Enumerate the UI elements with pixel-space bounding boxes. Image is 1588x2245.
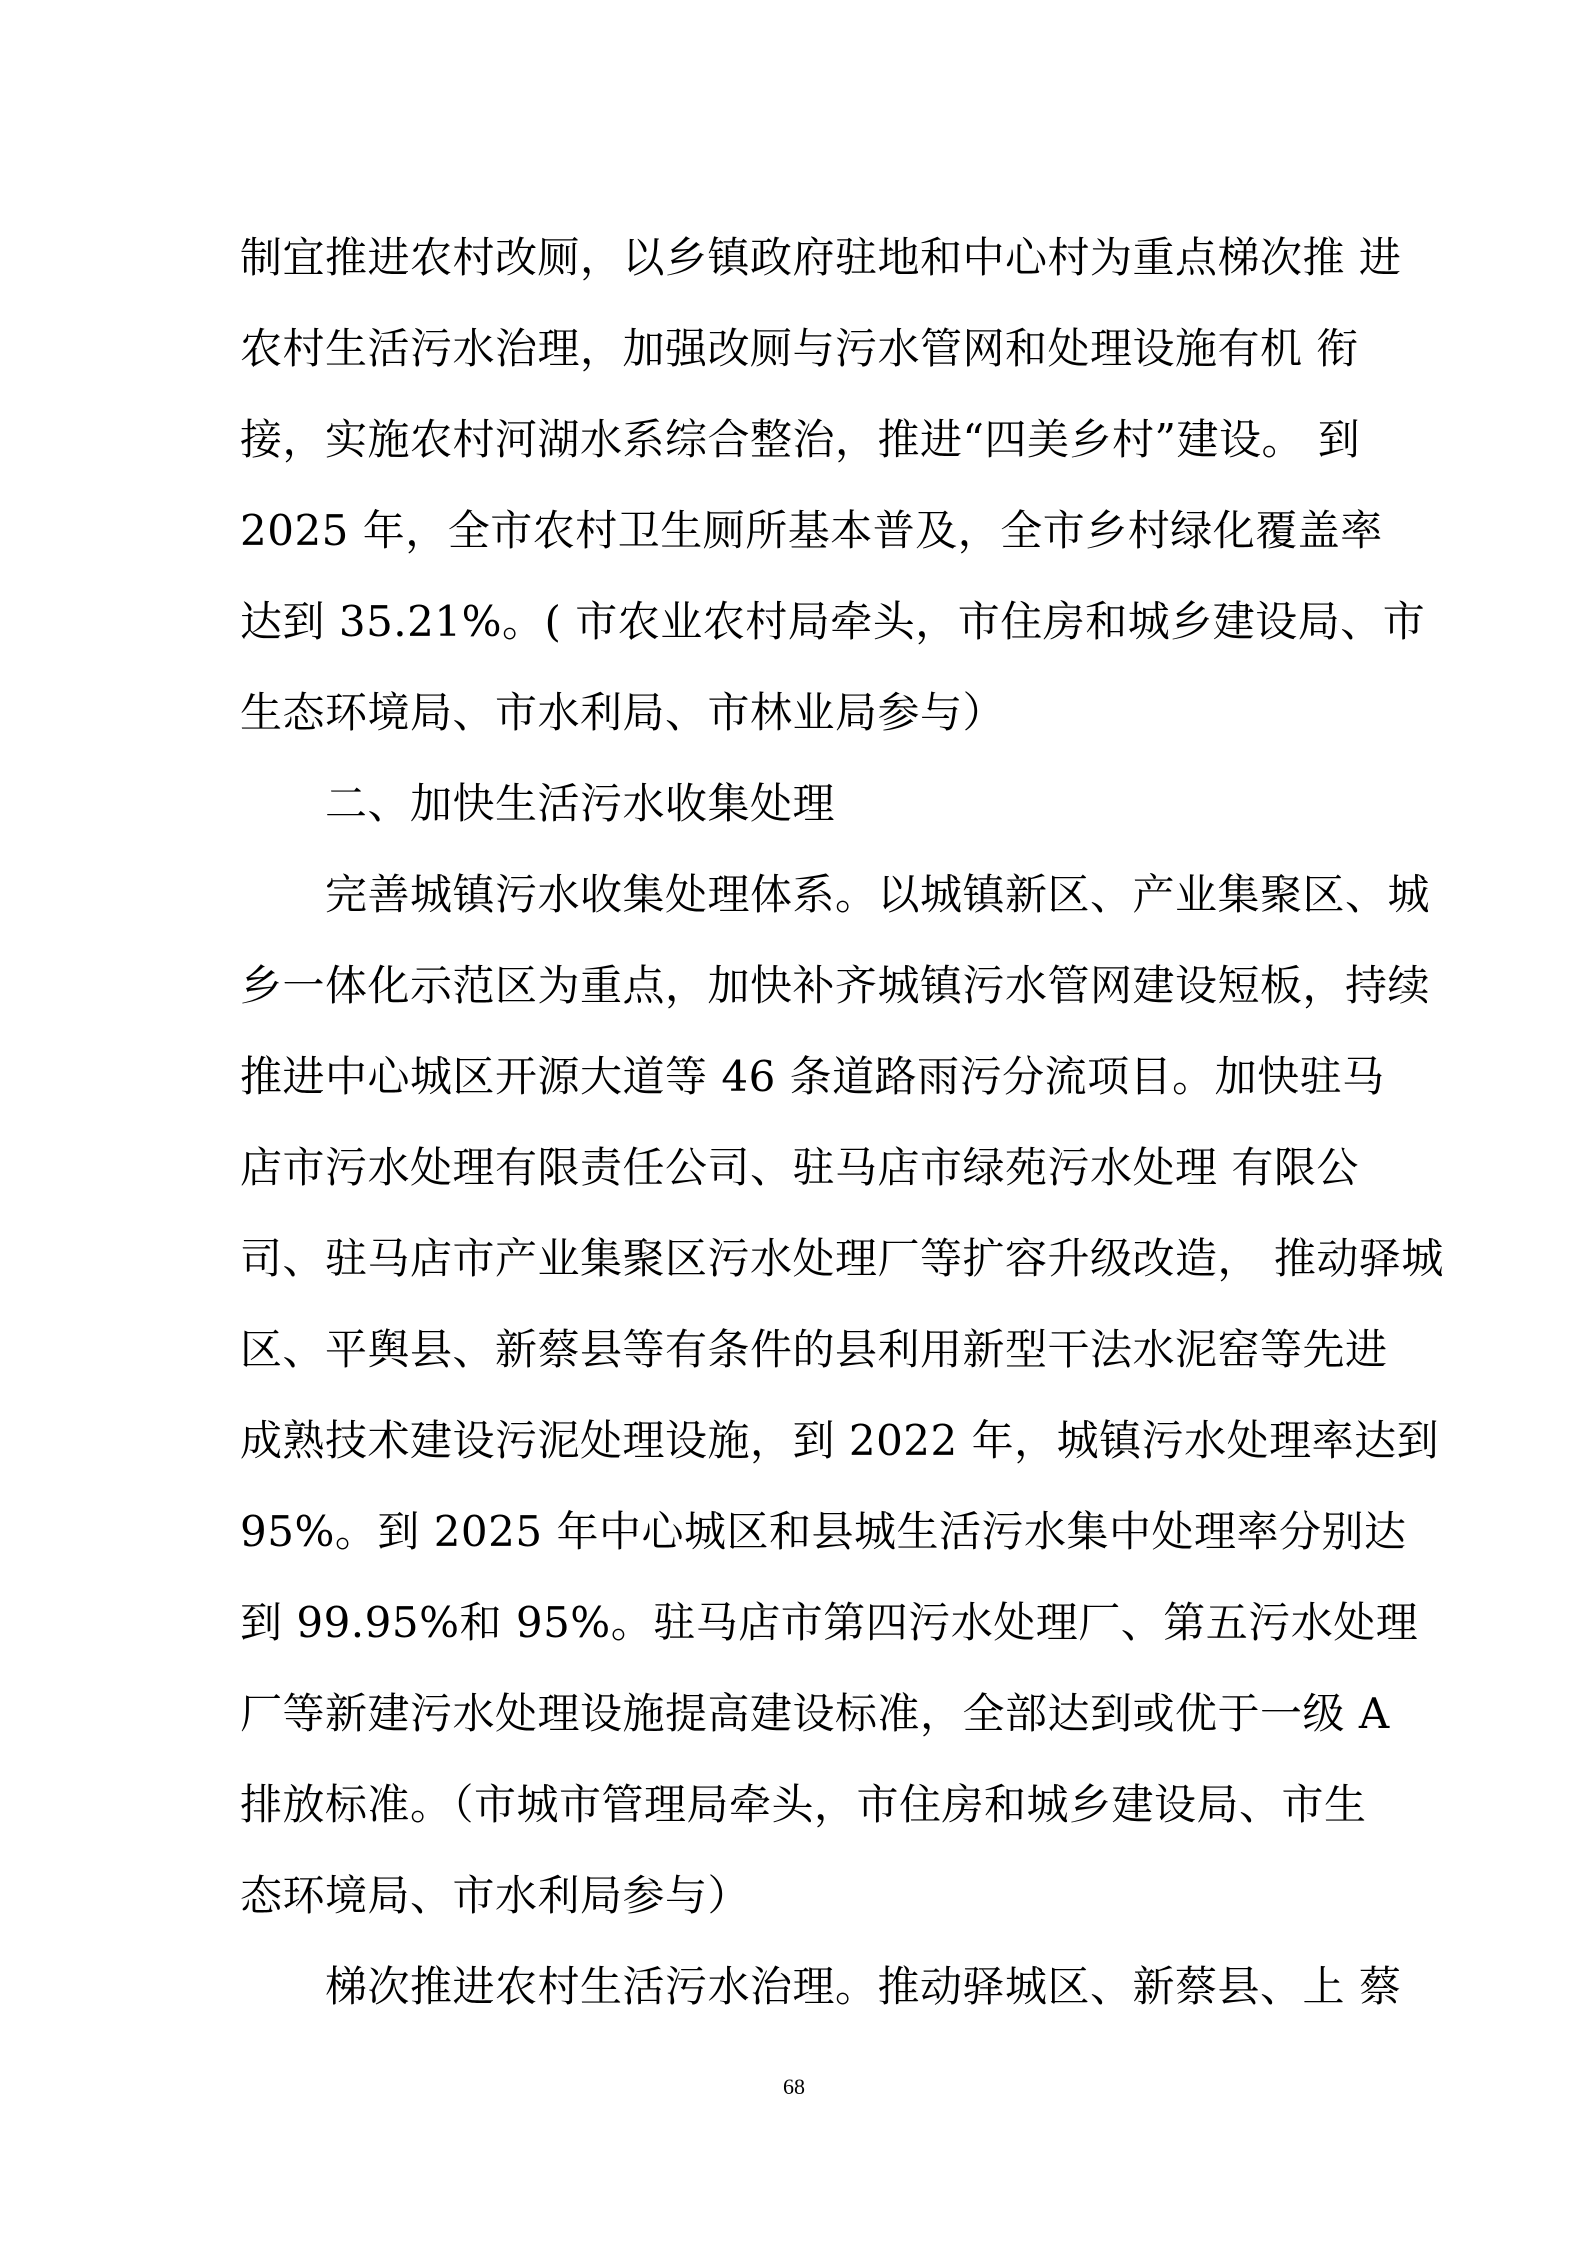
text-line: 乡一体化示范区为重点，加快补齐城镇污水管网建设短板，持续	[240, 961, 1431, 1010]
text-line: 2025 年，全市农村卫生厕所基本普及，全市乡村绿化覆盖率	[240, 506, 1383, 555]
text-line: 态环境局、市水利局参与）	[240, 1871, 751, 1920]
text-line: 达到 35.21%。( 市农业农村局牵头，市住房和城乡建设局、市	[240, 597, 1426, 646]
text-line: 95%。到 2025 年中心城区和县城生活污水集中处理率分别达	[240, 1507, 1407, 1556]
text-line: 农村生活污水治理，加强改厕与污水管网和处理设施有机 衔	[240, 324, 1359, 373]
page-number: 68	[783, 2074, 805, 2099]
text-line: 梯次推进农村生活污水治理。推动驿城区、新蔡县、上 蔡	[325, 1962, 1402, 2011]
text-line: 接，实施农村河湖水系综合整治，推进“四美乡村”建设。 到	[240, 415, 1361, 464]
text-line: 店市污水处理有限责任公司、驻马店市绿苑污水处理 有限公	[240, 1143, 1359, 1192]
section-heading: 二、加快生活污水收集处理	[325, 779, 836, 828]
text-line: 到 99.95%和 95%。驻马店市第四污水处理厂、第五污水处理	[240, 1598, 1419, 1647]
text-line: 区、平舆县、新蔡县等有条件的县利用新型干法水泥窑等先进	[240, 1325, 1388, 1374]
text-line: 生态环境局、市水利局、市林业局参与）	[240, 688, 1006, 737]
text-line: 排放标准。（市城市管理局牵头，市住房和城乡建设局、市生	[240, 1780, 1367, 1829]
text-line: 制宜推进农村改厕，以乡镇政府驻地和中心村为重点梯次推 进	[240, 233, 1402, 282]
body-text	[240, 212, 1444, 2032]
text-line: 推进中心城区开源大道等 46 条道路雨污分流项目。加快驻马	[240, 1052, 1385, 1101]
text-line: 完善城镇污水收集处理体系。以城镇新区、产业集聚区、城	[325, 870, 1431, 919]
text-line: 成熟技术建设污泥处理设施，到 2022 年，城镇污水处理率达到	[240, 1416, 1440, 1465]
text-line: 厂等新建污水处理设施提高建设标准，全部达到或优于一级 A	[240, 1689, 1390, 1738]
text-line: 司、驻马店市产业集聚区污水处理厂等扩容升级改造， 推动驿城	[240, 1234, 1444, 1283]
